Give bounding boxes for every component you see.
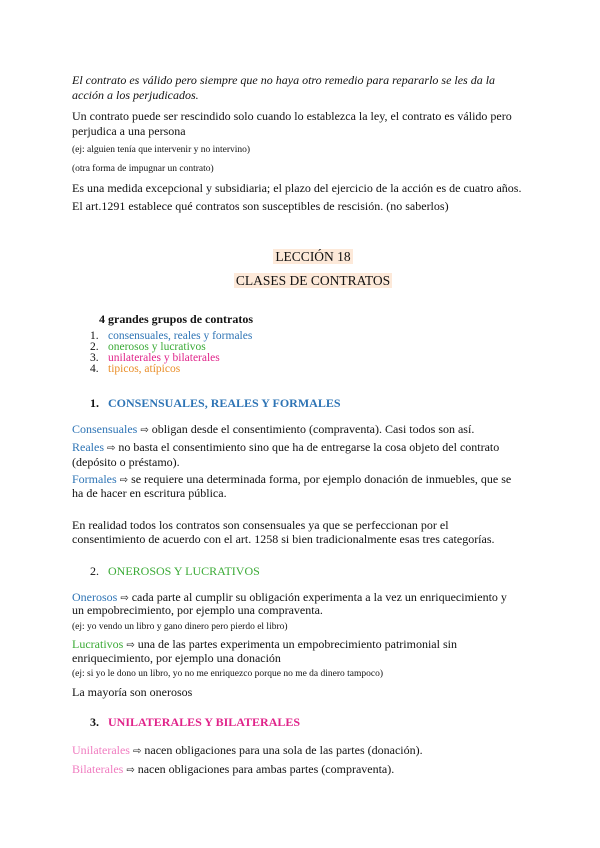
section1-closing-line1: En realidad todos los contratos son consensuales ya que se perfeccionan por el xyxy=(72,518,449,532)
lucrativos-line2: enriquecimiento, por ejemplo una donación xyxy=(72,651,281,665)
intro-p1-line2: perjudica a una persona xyxy=(72,124,186,138)
intro-p3: El art.1291 establece qué contratos son susceptibles de rescisión. (no saberlos) xyxy=(72,199,449,213)
note-onerosos: (ej: yo vendo un libro y gano dinero pero pierdo el libro) xyxy=(72,622,288,632)
formales-term: Formales xyxy=(72,472,117,486)
list-label: consensuales, reales y formales xyxy=(108,330,253,342)
onerosos-text: cada parte al cumplir su obligación experimenta a la vez un enriquecimiento y xyxy=(131,590,507,604)
section2-closing: La mayoría son onerosos xyxy=(72,685,193,699)
intro-italic-line2: acción a los perjudicados. xyxy=(72,88,199,102)
arrow-icon: ⇨ xyxy=(120,593,129,604)
onerosos-line2: un empobrecimiento, por ejemplo una compraventa. xyxy=(72,603,323,617)
list-num: 2. xyxy=(90,341,99,353)
lesson-title xyxy=(0,249,600,265)
intro-p2: Es una medida excepcional y subsidiaria; el plazo del ejercicio de la acción es de cuatro años. xyxy=(72,181,522,195)
formales-line2: ha de hacer en escritura pública. xyxy=(72,486,227,500)
list-label: tipicos, atípicos xyxy=(108,363,181,375)
section2-heading-text: ONEROSOS Y LUCRATIVOS xyxy=(108,564,260,578)
arrow-icon: ⇨ xyxy=(107,443,116,454)
arrow-icon: ⇨ xyxy=(126,640,135,651)
arrow-icon: ⇨ xyxy=(126,765,135,776)
section2-heading xyxy=(90,564,260,579)
arrow-icon: ⇨ xyxy=(132,746,142,757)
list-num: 1. xyxy=(90,330,99,342)
reales-line2: (depósito o préstamo). xyxy=(72,455,180,469)
intro-p1-line1: Un contrato puede ser rescindido solo cuando lo establezca la ley, el contrato es válido pero xyxy=(72,109,512,123)
section1-closing-line2: consentimiento de acuerdo con el art. 1258 si bien tradicionalmente esas tres categorías. xyxy=(72,532,495,546)
section1-heading xyxy=(90,396,341,411)
bilaterales-line xyxy=(72,762,394,778)
lesson-subtitle xyxy=(0,273,600,289)
onerosos-term: Onerosos xyxy=(72,590,118,604)
lucrativos-term: Lucrativos xyxy=(72,637,124,651)
intro-italic-line1: El contrato es válido pero siempre que no haya otro remedio para repararlo se les da la xyxy=(72,73,496,87)
consensuales-line xyxy=(72,422,474,438)
lesson-subtitle-text: CLASES DE CONTRATOS xyxy=(235,273,391,288)
section3-num: 3. xyxy=(90,715,99,729)
reales-line1 xyxy=(72,440,499,456)
note-lucrativos: (ej: si yo le dono un libro, yo no me enriquezco porque no me da dinero tampoco) xyxy=(72,669,384,679)
arrow-icon: ⇨ xyxy=(140,425,149,436)
groups-heading: 4 grandes grupos de contratos xyxy=(99,312,254,326)
consensuales-text: obligan desde el consentimiento (compraventa). Casi todos son así. xyxy=(151,422,475,436)
list-num: 3. xyxy=(90,352,99,364)
bilaterales-term: Bilaterales xyxy=(72,762,124,776)
list-item xyxy=(90,364,180,375)
bilaterales-text: nacen obligaciones para ambas partes (compraventa). xyxy=(137,762,395,776)
list-label: onerosos y lucrativos xyxy=(108,341,206,353)
unilaterales-text: nacen obligaciones para una sola de las partes (donación). xyxy=(144,743,423,757)
list-num: 4. xyxy=(90,363,99,375)
unilaterales-term: Unilaterales xyxy=(72,743,130,757)
formales-text: se requiere una determinada forma, por ejemplo donación de inmuebles, que se xyxy=(131,472,512,486)
reales-term: Reales xyxy=(72,440,104,454)
section3-heading xyxy=(90,715,300,730)
lesson-title-text: LECCIÓN 18 xyxy=(275,249,351,264)
arrow-icon: ⇨ xyxy=(119,475,129,486)
section1-heading-text: CONSENSUALES, REALES Y FORMALES xyxy=(108,396,341,410)
lucrativos-text: una de las partes experimenta un empobrecimiento patrimonial sin xyxy=(137,637,457,651)
consensuales-term: Consensuales xyxy=(72,422,138,436)
section3-heading-text: UNILATERALES Y BILATERALES xyxy=(108,715,301,729)
section2-num: 2. xyxy=(90,564,99,578)
section1-num: 1. xyxy=(90,396,99,410)
intro-note1: (ej: alguien tenía que intervenir y no intervino) xyxy=(72,145,251,155)
reales-text: no basta el consentimiento sino que ha de entregarse la cosa objeto del contrato xyxy=(118,440,500,454)
list-label: unilaterales y bilaterales xyxy=(108,352,220,364)
unilaterales-line xyxy=(72,743,423,759)
intro-note2: (otra forma de impugnar un contrato) xyxy=(72,164,214,174)
